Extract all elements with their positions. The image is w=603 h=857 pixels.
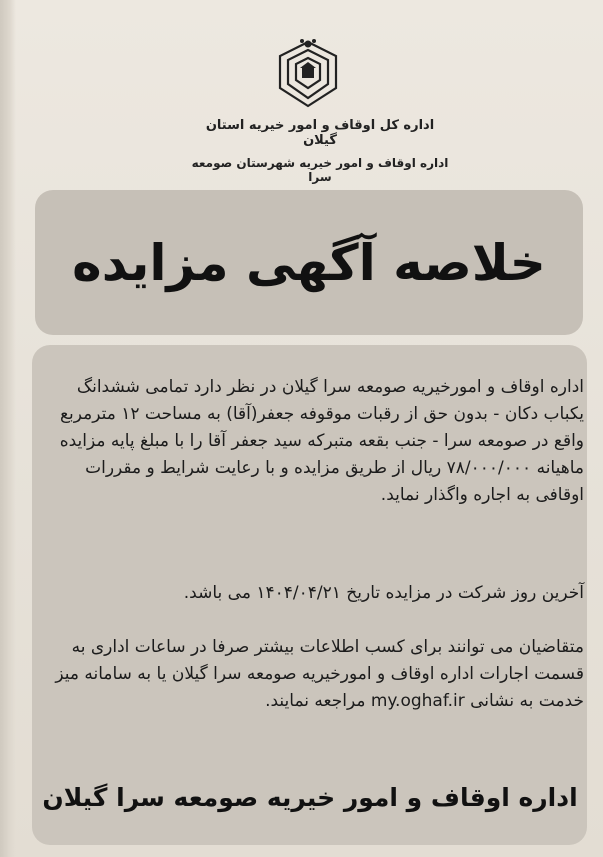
header-city-office: اداره اوقاف و امور خیریه شهرستان صومعه سرا <box>191 156 449 184</box>
footer-signature: اداره اوقاف و امور خیریه صومعه سرا گیلان <box>42 783 578 812</box>
contact-text-prefix: متقاضیان می توانند برای کسب اطلاعات بیشتر صرفا در ساعات اداری به قسمت اجارات اداره اوقاف و امورخیریه صومعه سرا گیلان یا به سامانه میز خدمت به نشانی <box>55 637 584 711</box>
contact-text-suffix: مراجعه نمایند. <box>265 691 366 711</box>
header-provincial-office: اداره کل اوقاف و امور خیریه استان گیلان <box>205 118 435 148</box>
contact-instructions <box>44 634 584 715</box>
awqaf-emblem-icon <box>272 38 344 110</box>
paper-edge-shadow <box>0 0 16 857</box>
notice-title: خلاصه آگهی مزایده <box>72 233 546 292</box>
deadline-statement: آخرین روز شرکت در مزایده تاریخ ۱۴۰۴/۰۴/۲۱ می باشد. <box>183 583 584 603</box>
auction-description: اداره اوقاف و امورخیریه صومعه سرا گیلان در نظر دارد تمامی ششدانگ یکباب دکان - بدون حق از رقبات موقوفه جعفر(آقا) به مساحت ۱۲ مترمربع واقع در صومعه سرا - جنب بقعه متبرکه سید جعفر آقا را با مبلغ پایه مزایده ماهیانه ۷۸/۰۰۰/۰۰۰ ریال از طریق مزایده و با رعایت شرایط و مقررات اوقافی به اجاره واگذار نماید. <box>59 377 584 505</box>
issuer-header <box>190 118 450 184</box>
website-link[interactable]: my.oghaf.ir <box>370 691 465 711</box>
title-banner <box>35 190 583 335</box>
